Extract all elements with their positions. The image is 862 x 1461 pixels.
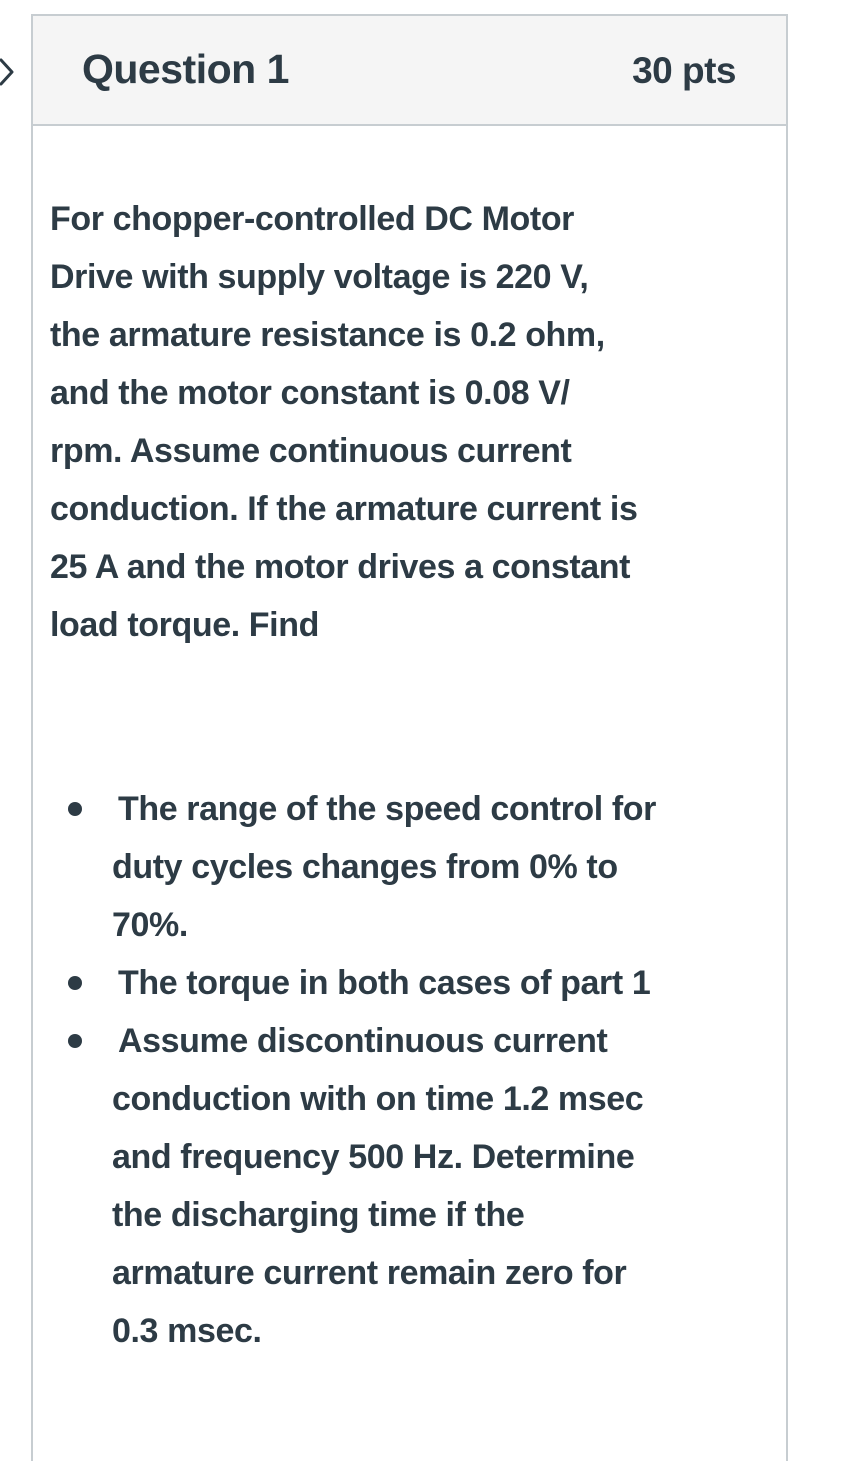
bullet-dot-icon xyxy=(68,802,82,816)
prompt-line: For chopper-controlled DC Motor xyxy=(50,200,575,238)
prompt-line: conduction. If the armature current is xyxy=(50,490,638,528)
prompt-line: Drive with supply voltage is 220 V, xyxy=(50,258,589,296)
question-prompt xyxy=(50,190,720,654)
list-item-text: the discharging time if the xyxy=(112,1196,525,1234)
question-points: 30 pts xyxy=(632,50,736,91)
list-item-text: duty cycles changes from 0% to xyxy=(112,848,618,886)
question-header xyxy=(33,16,786,126)
prompt-line: the armature resistance is 0.2 ohm, xyxy=(50,316,605,354)
list-item xyxy=(50,954,730,1012)
question-title: Question 1 xyxy=(82,46,289,92)
list-item-text: conduction with on time 1.2 msec xyxy=(112,1080,644,1118)
list-item xyxy=(50,1012,730,1360)
bullet-dot-icon xyxy=(68,1034,82,1048)
prompt-line: rpm. Assume continuous current xyxy=(50,432,572,470)
list-item-text: Assume discontinuous current xyxy=(118,1022,608,1060)
list-item-text: armature current remain zero for xyxy=(112,1254,627,1292)
list-item-text: 70%. xyxy=(112,906,188,944)
bullet-dot-icon xyxy=(68,976,82,990)
list-item-text: The range of the speed control for xyxy=(118,790,657,828)
prompt-line: and the motor constant is 0.08 V/ xyxy=(50,374,570,412)
requirements-list xyxy=(50,780,730,1360)
list-item xyxy=(50,780,730,954)
prompt-line: load torque. Find xyxy=(50,606,319,644)
prompt-line: 25 A and the motor drives a constant xyxy=(50,548,631,586)
list-item-text: 0.3 msec. xyxy=(112,1312,262,1350)
list-item-text: The torque in both cases of part 1 xyxy=(118,964,651,1002)
list-item-text: and frequency 500 Hz. Determine xyxy=(112,1138,635,1176)
chevron-right-icon[interactable] xyxy=(0,58,14,86)
